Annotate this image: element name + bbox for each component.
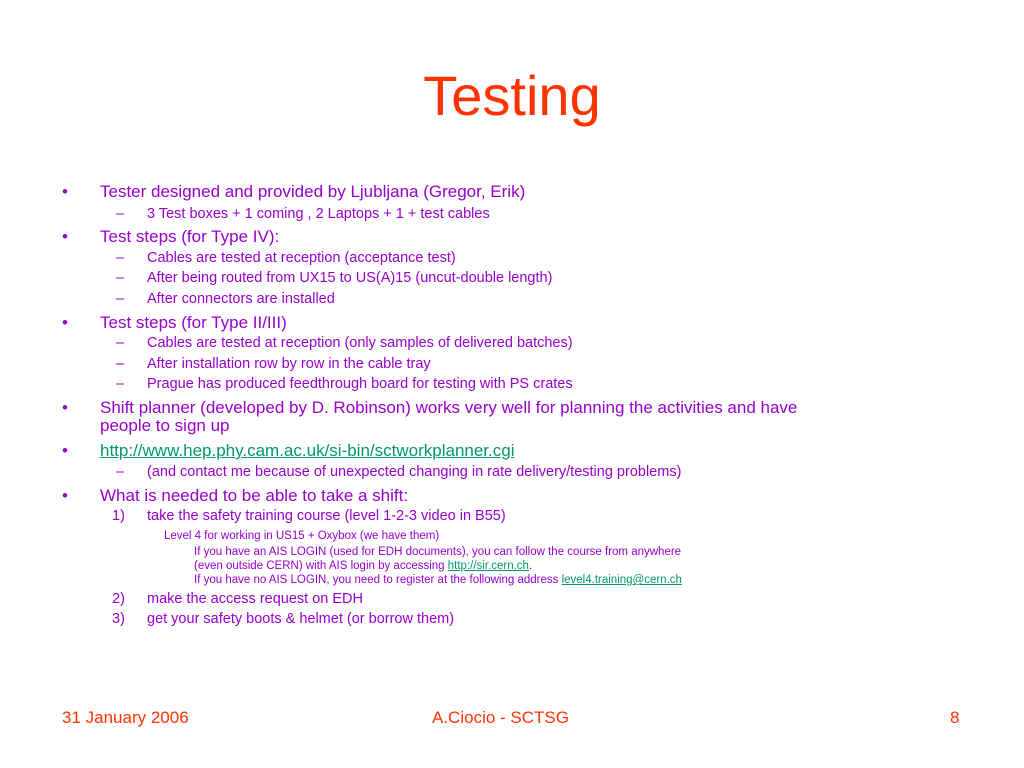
number-marker: 3) xyxy=(112,611,125,627)
dash-marker: – xyxy=(116,250,125,266)
bullet-shift-planner: Shift planner (developed by D. Robinson) works very well for planning the activities and have xyxy=(100,398,798,417)
ais-login-note: If you have an AIS LOGIN (used for EDH documents), you can follow the course from anywhere xyxy=(194,546,682,558)
footer-date: 31 January 2006 xyxy=(62,708,189,727)
sub-bullet-reception: Cables are tested at reception (acceptance test) xyxy=(147,250,456,266)
workplanner-link[interactable]: http://www.hep.phy.cam.ac.uk/si-bin/sctworkplanner.cgi xyxy=(100,441,515,460)
footer-author: A.Ciocio - SCTSG xyxy=(432,708,569,727)
bullet-marker: • xyxy=(62,441,68,460)
sub-bullet-row-by-row: After installation row by row in the cable tray xyxy=(147,356,431,372)
dash-marker: – xyxy=(116,206,125,222)
bullet-marker: • xyxy=(62,398,68,417)
bullet-shift-planner-cont: people to sign up xyxy=(100,416,230,435)
level4-note: Level 4 for working in US15 + Oxybox (we have them) xyxy=(164,530,440,542)
dash-marker: – xyxy=(116,270,125,286)
sir-cern-link[interactable]: http://sir.cern.ch xyxy=(447,560,529,572)
ais-login-access-note: (even outside CERN) with AIS login by accessing http://sir.cern.ch. xyxy=(194,560,533,572)
footer-page-number: 8 xyxy=(950,708,960,727)
dash-marker: – xyxy=(116,291,125,307)
level4-training-email-link[interactable]: level4.training@cern.ch xyxy=(561,574,682,586)
sub-bullet-contact: (and contact me because of unexpected changing in rate delivery/testing problems) xyxy=(147,464,682,480)
number-marker: 2) xyxy=(112,591,125,607)
sub-bullet-prague: Prague has produced feedthrough board for testing with PS crates xyxy=(147,376,573,392)
bullet-marker: • xyxy=(62,227,68,246)
no-ais-login-note: If you have no AIS LOGIN, you need to register at the following address level4.training@cern.ch xyxy=(194,574,682,586)
number-marker: 1) xyxy=(112,508,125,524)
bullet-marker: • xyxy=(62,182,68,201)
sub-bullet-test-boxes: 3 Test boxes + 1 coming , 2 Laptops + 1 + test cables xyxy=(147,206,490,222)
dash-marker: – xyxy=(116,376,125,392)
bullet-test-steps-ii-iii: Test steps (for Type II/III) xyxy=(100,313,287,332)
sub-bullet-samples: Cables are tested at reception (only samples of delivered batches) xyxy=(147,335,573,351)
sub-bullet-connectors: After connectors are installed xyxy=(147,291,335,307)
step-safety-boots: get your safety boots & helmet (or borrow them) xyxy=(147,611,455,627)
bullet-test-steps-iv: Test steps (for Type IV): xyxy=(100,227,280,246)
bullet-marker: • xyxy=(62,313,68,332)
bullet-tester: Tester designed and provided by Ljubljana (Gregor, Erik) xyxy=(100,182,526,201)
step-safety-training: take the safety training course (level 1-2-3 video in B55) xyxy=(147,508,506,524)
slide-title: Testing xyxy=(423,64,601,127)
bullet-what-is-needed: What is needed to be able to take a shift: xyxy=(100,486,409,505)
bullet-marker: • xyxy=(62,486,68,505)
dash-marker: – xyxy=(116,356,125,372)
dash-marker: – xyxy=(116,464,125,480)
dash-marker: – xyxy=(116,335,125,351)
sub-bullet-routed: After being routed from UX15 to US(A)15 (uncut-double length) xyxy=(147,270,553,286)
step-access-request: make the access request on EDH xyxy=(147,591,363,607)
